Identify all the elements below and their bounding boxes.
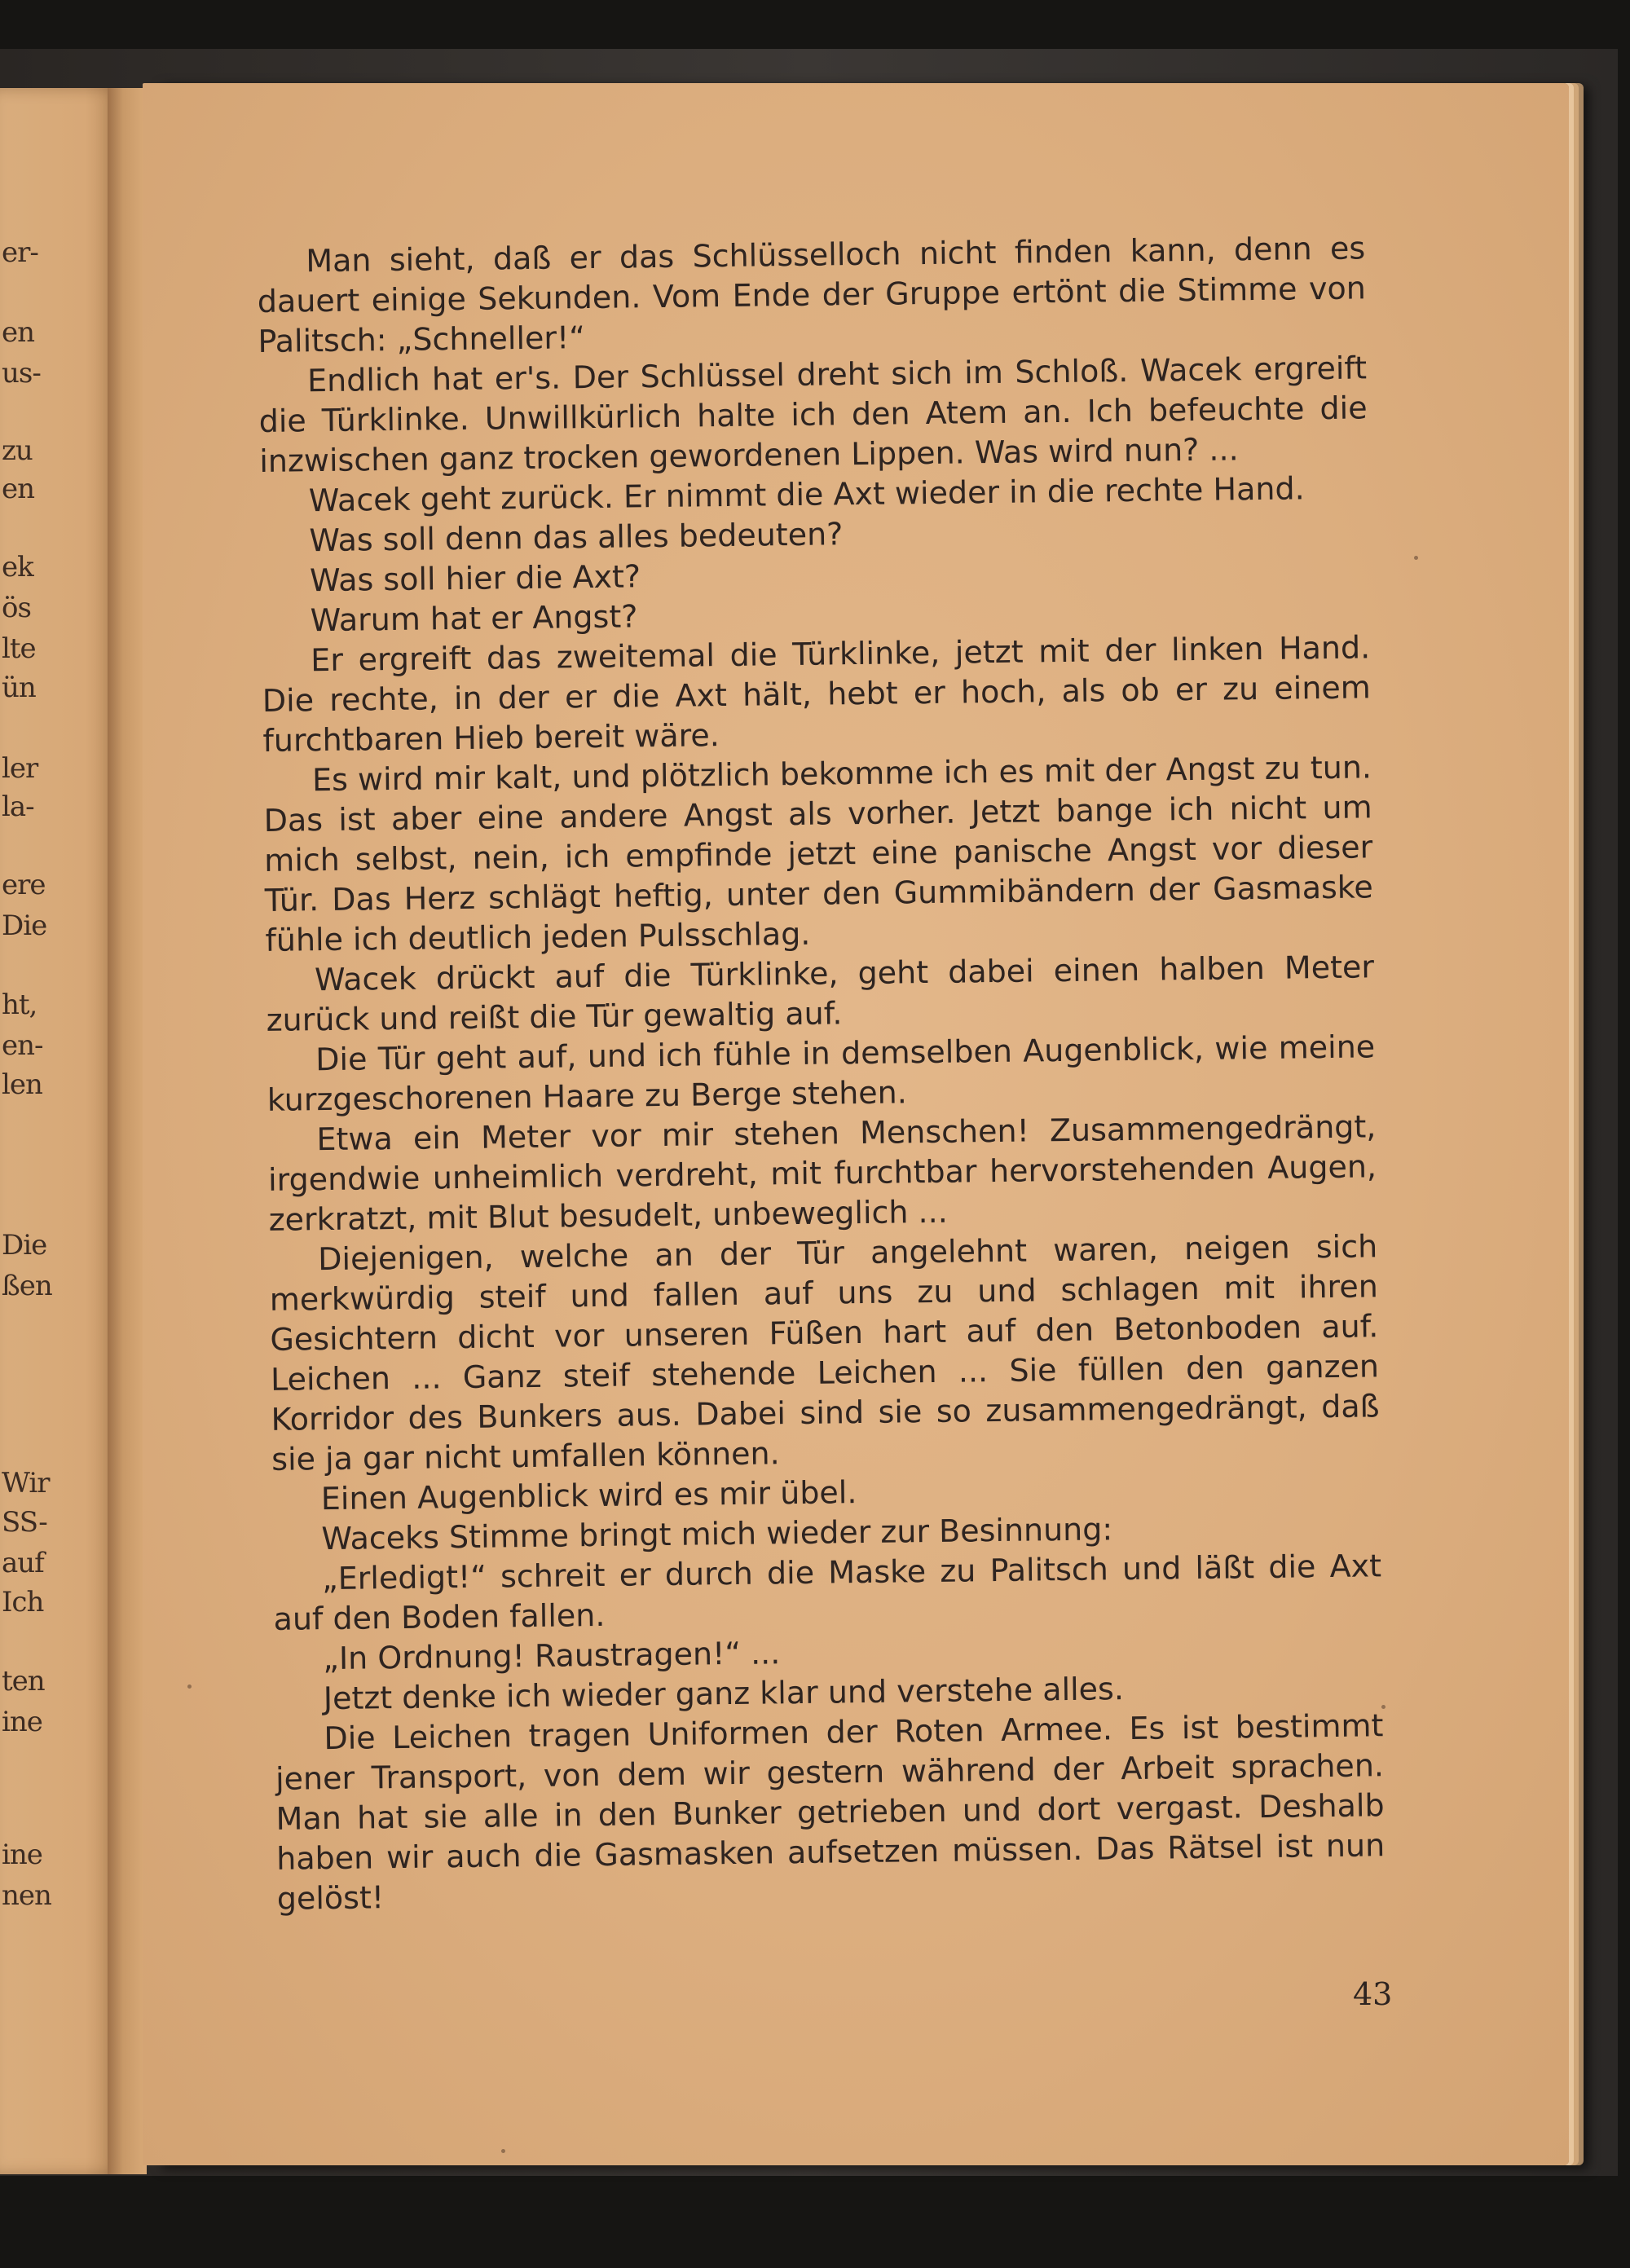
left-page-fragment: ten <box>2 1665 45 1698</box>
paper-speck <box>1414 556 1418 560</box>
left-page-fragment: SS- <box>2 1506 47 1539</box>
left-page-fragment: auf <box>2 1547 44 1579</box>
paragraph: Diejenigen, welche an der Tür angelehnt waren, neigen sich merkwürdig steif und fallen auf uns zu und schlagen mit ihren Gesichtern dicht vor unseren Füßen hart auf den Betonboden auf. Leichen ... Ganz steif stehende Leichen ... Sie füllen den ganzen Korridor des Bunkers aus. Dabei sind sie so zusammengedrängt, daß sie ja gar nicht umfallen können. <box>269 1228 1380 1478</box>
right-page <box>143 83 1569 2165</box>
paragraph: Wacek geht zurück. Er nimmt die Axt wieder in die rechte Hand. <box>308 470 1305 519</box>
left-page-fragment: en <box>2 473 35 505</box>
paragraph: „Erledigt!“ schreit er durch die Maske zu Palitsch und läßt die Axt auf den Boden fallen. <box>273 1548 1382 1637</box>
page-number: 43 <box>1353 1976 1393 2012</box>
left-page-fragment: lte <box>2 632 36 665</box>
left-page-fragment: Wir <box>2 1467 50 1500</box>
paragraph: Wacek drückt auf die Türklinke, geht dabei einen halben Meter zurück und reißt die Tür gewaltig auf. <box>266 949 1375 1038</box>
paragraph: Endlich hat er's. Der Schlüssel dreht sich im Schloß. Wacek ergreift die Türklinke. Unwillkürlich halte ich den Atem an. Ich befeuchte die inzwischen ganz trocken gewordenen Lippen. Was wird nun? ... <box>258 350 1368 479</box>
left-page-fragment: la- <box>2 790 34 823</box>
left-page-fragment: us- <box>2 357 41 390</box>
left-page-fragment: ler <box>2 752 38 785</box>
left-page-fragment: en- <box>2 1029 43 1062</box>
book-gutter <box>108 88 147 2174</box>
paragraph: Waceks Stimme bringt mich wieder zur Besinnung: <box>321 1511 1113 1557</box>
left-page-fragment: ine <box>2 1839 42 1871</box>
left-page-fragment: ün <box>2 672 36 704</box>
left-page <box>0 88 122 2174</box>
paragraph: Einen Augenblick wird es mir übel. <box>320 1474 857 1517</box>
left-page-fragment: en <box>2 316 35 349</box>
left-page-fragment: ht, <box>2 989 37 1021</box>
paragraph: Was soll hier die Axt? <box>309 558 641 599</box>
paragraph: Etwa ein Meter vor mir stehen Menschen! Zusammengedrängt, irgendwie unheimlich verdreht, mit furchtbar hervorstehenden Augen, zerkratzt, mit Blut besudelt, unbeweglich ... <box>267 1108 1377 1238</box>
left-page-fragment: ek <box>2 551 33 584</box>
paragraph: Die Leichen tragen Uniformen der Roten Armee. Es ist bestimmt jener Transport, von dem wir gestern während der Arbeit sprachen. Man hat sie alle in den Bunker getrieben und dort vergast. Deshalb haben wir auch die Gasmasken aufsetzen müssen. Das Rätsel ist nun gelöst! <box>275 1707 1386 1917</box>
paragraph: Die Tür geht auf, und ich fühle in demselben Augenblick, wie meine kurzgeschorenen Haare zu Berge stehen. <box>267 1028 1376 1118</box>
left-page-fragment: Die <box>2 1229 47 1262</box>
left-page-fragment: zu <box>2 434 33 467</box>
paragraph: Man sieht, daß er das Schlüsselloch nicht finden kann, denn es dauert einige Sekunden. Vom Ende der Gruppe ertönt die Stimme von Palitsch: „Schneller!“ <box>257 230 1367 359</box>
paragraph: Was soll denn das alles bedeuten? <box>309 516 844 559</box>
left-page-fragment: ine <box>2 1706 42 1738</box>
left-page-fragment: ßen <box>2 1270 52 1302</box>
paragraph: Er ergreift das zweitemal die Türklinke, jetzt mit der linken Hand. Die rechte, in der er die Axt hält, hebt er hoch, als ob er zu einem furchtbaren Hieb bereit wäre. <box>262 629 1372 759</box>
paragraph: „In Ordnung! Raustragen!“ ... <box>322 1635 781 1677</box>
left-page-fragment: Die <box>2 909 47 942</box>
paper-speck <box>187 1684 192 1689</box>
left-page-fragment: nen <box>2 1879 51 1912</box>
left-page-fragment: len <box>2 1068 42 1101</box>
left-page-fragment: er- <box>2 236 38 269</box>
paragraph: Jetzt denke ich wieder ganz klar und verstehe alles. <box>323 1671 1125 1717</box>
left-page-fragment: ös <box>2 592 31 624</box>
paragraph: Es wird mir kalt, und plötzlich bekomme ich es mit der Angst zu tun. Das ist aber eine andere Angst als vorher. Jetzt bange ich nicht um mich selbst, nein, ich empfinde jetzt eine panische Angst vor dieser Tür. Das Herz schlägt heftig, unter den Gummibändern der Gasmaske fühle ich deutlich jeden Pulsschlag. <box>263 749 1374 958</box>
left-page-fragment: Ich <box>2 1586 44 1618</box>
paper-speck <box>501 2149 505 2153</box>
page-body <box>257 228 1386 1918</box>
left-page-fragment: ere <box>2 869 46 901</box>
paragraph: Warum hat er Angst? <box>310 598 638 639</box>
